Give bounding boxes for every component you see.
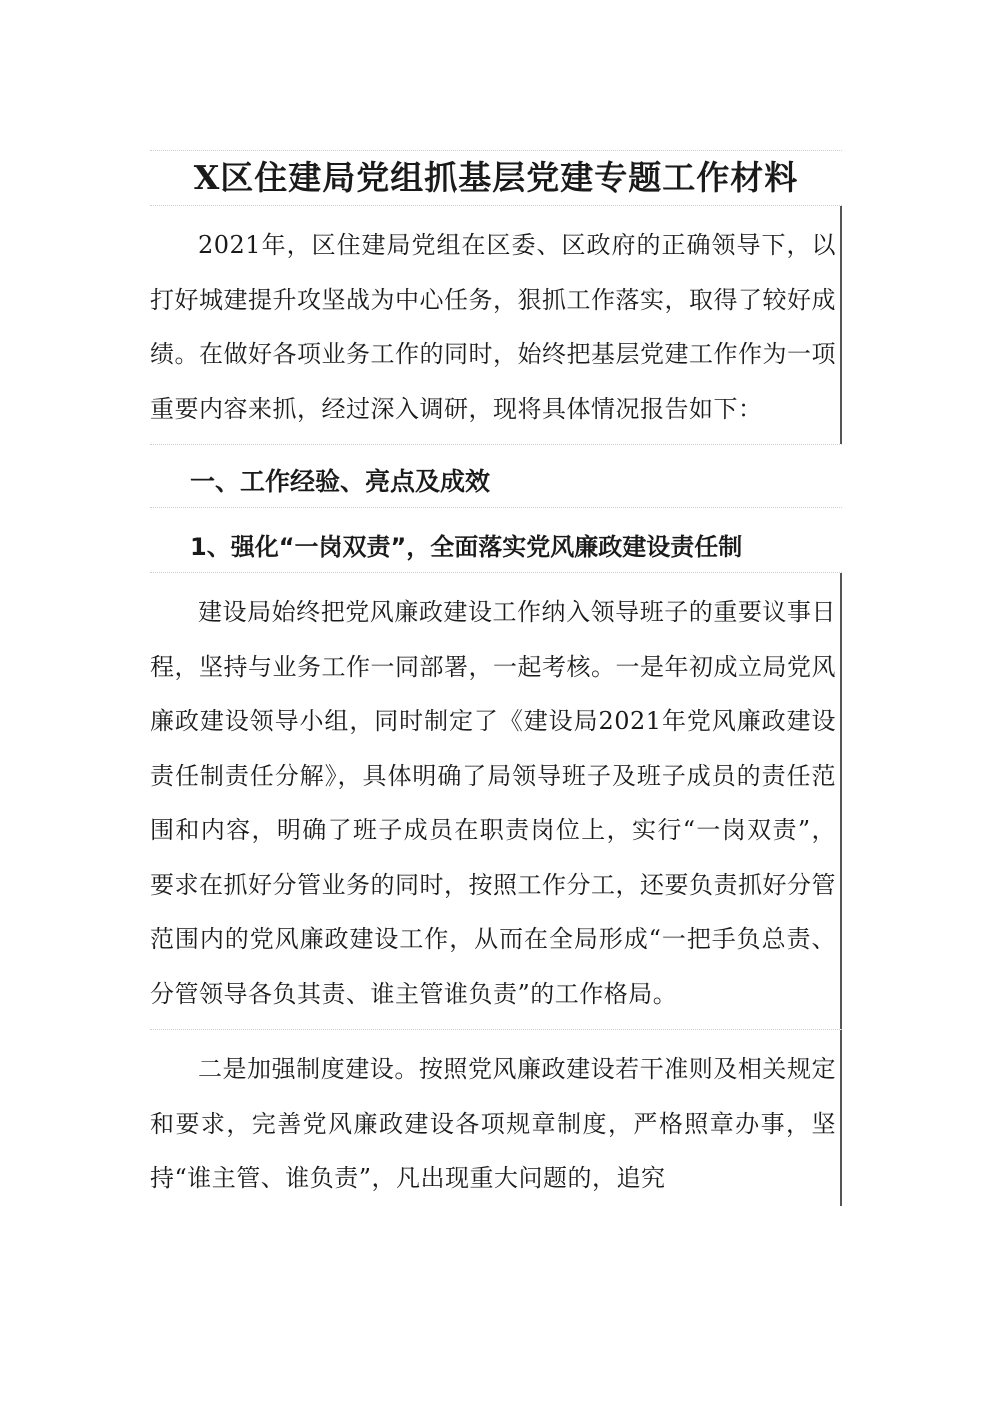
body-paragraph-1: 建设局始终把党风廉政建设工作纳入领导班子的重要议事日程，坚持与业务工作一同部署，一起考核。一是年初成立局党风廉政建设领导小组，同时制定了《建设局2021年党风廉政建设责任制责任分解》，具体明确了局领导班子及班子成员的责任范围和内容，明确了班子成员在职责岗位上，实行“一岗双责”，要求在抓好分管业务的同时，按照工作分工，还要负责抓好分管范围内的党风廉政建设工作，从而在全局形成“一把手负总责、分管领导各负其责、谁主管谁负责”的工作格局。 bbox=[150, 573, 842, 1029]
document-title: X区住建局党组抓基层党建专题工作材料 bbox=[193, 158, 799, 197]
subsection-heading: 1、强化“一岗双责”，全面落实党风廉政建设责任制 bbox=[190, 533, 743, 561]
section-heading: 一、工作经验、亮点及成效 bbox=[190, 467, 491, 496]
intro-paragraph: 2021年，区住建局党组在区委、区政府的正确领导下，以打好城建提升攻坚战为中心任务，狠抓工作落实，取得了较好成绩。在做好各项业务工作的同时，始终把基层党建工作作为一项重要内容来抓，经过深入调研，现将具体情况报告如下： bbox=[150, 206, 842, 444]
document-page bbox=[150, 150, 842, 1206]
body-paragraph-2: 二是加强制度建设。按照党风廉政建设若干准则及相关规定和要求，完善党风廉政建设各项规章制度，严格照章办事，坚持“谁主管、谁负责”，凡出现重大问题的，追究 bbox=[150, 1030, 842, 1206]
